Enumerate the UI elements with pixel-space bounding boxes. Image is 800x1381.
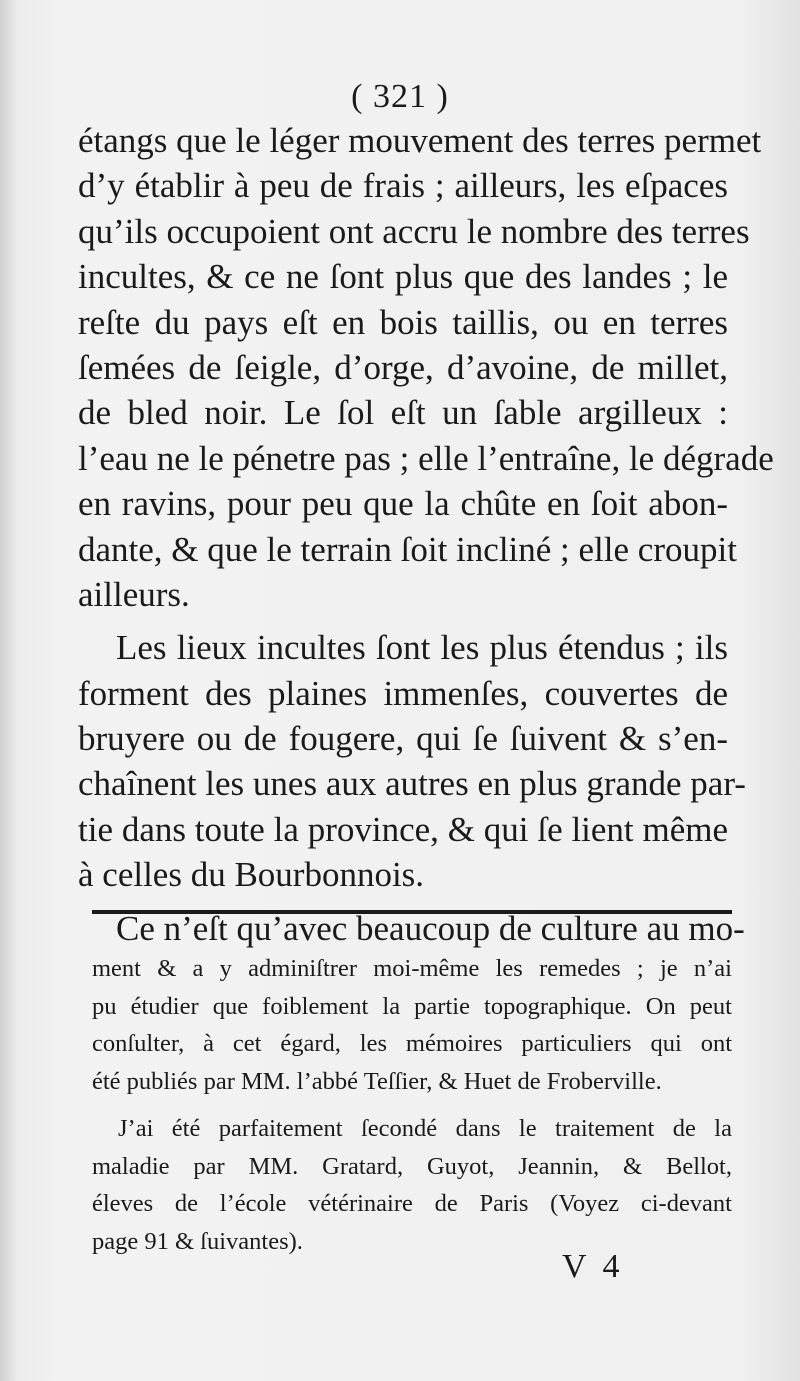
- body-line: ſemées de ſeigle, d’orge, d’avoine, de millet,: [78, 347, 728, 387]
- body-line: à celles du Bourbonnois.: [78, 855, 425, 895]
- footnote-line: ment & a y adminiſtrer moi-même les remedes ; je n’ai: [92, 955, 732, 982]
- footnote-line: J’ai été parfaitement ſecondé dans le traitement de la: [118, 1115, 732, 1142]
- body-line: qu’ils occupoient ont accru le nombre des terres: [78, 211, 750, 251]
- footnote-line: été publiés par MM. l’abbé Teſſier, & Huet de Froberville.: [92, 1067, 662, 1095]
- footnote-line: conſulter, à cet égard, les mémoires particuliers qui ont: [92, 1030, 732, 1057]
- body-line: de bled noir. Le ſol eſt un ſable argilleux :: [78, 393, 728, 433]
- body-line: en ravins, pour peu que la chûte en ſoit abon-: [78, 484, 728, 524]
- footnote-line: pu étudier que foiblement la partie topographique. On peut: [92, 992, 732, 1020]
- body-line: chaînent les unes aux autres en plus grande par-: [78, 764, 746, 804]
- body-line: Les lieux incultes ſont les plus étendus ; ils: [116, 628, 728, 668]
- body-line: bruyere ou de fougere, qui ſe ſuivent & s’en-: [78, 719, 728, 759]
- body-line: reſte du pays eſt en bois taillis, ou en terres: [78, 302, 728, 342]
- body-line: l’eau ne le pénetre pas ; elle l’entraîne, le dégrade: [78, 438, 774, 478]
- signature-mark: V 4: [562, 1248, 624, 1285]
- footnote-rule: [92, 910, 732, 914]
- body-line: forment des plaines immenſes, couvertes de: [78, 673, 728, 713]
- body-line: incultes, & ce ne ſont plus que des landes ; le: [78, 257, 728, 297]
- footnote: [92, 950, 732, 1260]
- footnote-line: éleves de l’école vétérinaire de Paris (Voyez ci-devant: [92, 1190, 732, 1217]
- body-line: étangs que le léger mouvement des terres permet: [78, 121, 762, 160]
- body-line: dante, & que le terrain ſoit incliné ; elle croupit: [78, 529, 737, 569]
- body-text: [78, 118, 774, 951]
- body-line: ailleurs.: [78, 574, 190, 614]
- footnote-line: page 91 & ſuivantes).: [92, 1227, 303, 1255]
- body-line: tie dans toute la province, & qui ſe lient même: [78, 809, 728, 849]
- footnote-line: maladie par MM. Gratard, Guyot, Jeannin, & Bellot,: [92, 1152, 732, 1180]
- body-line: d’y établir à peu de frais ; ailleurs, les eſpaces: [78, 166, 728, 206]
- page-number: ( 321 ): [351, 78, 449, 115]
- body-line: Ce n’eſt qu’avec beaucoup de culture au mo-: [116, 908, 745, 948]
